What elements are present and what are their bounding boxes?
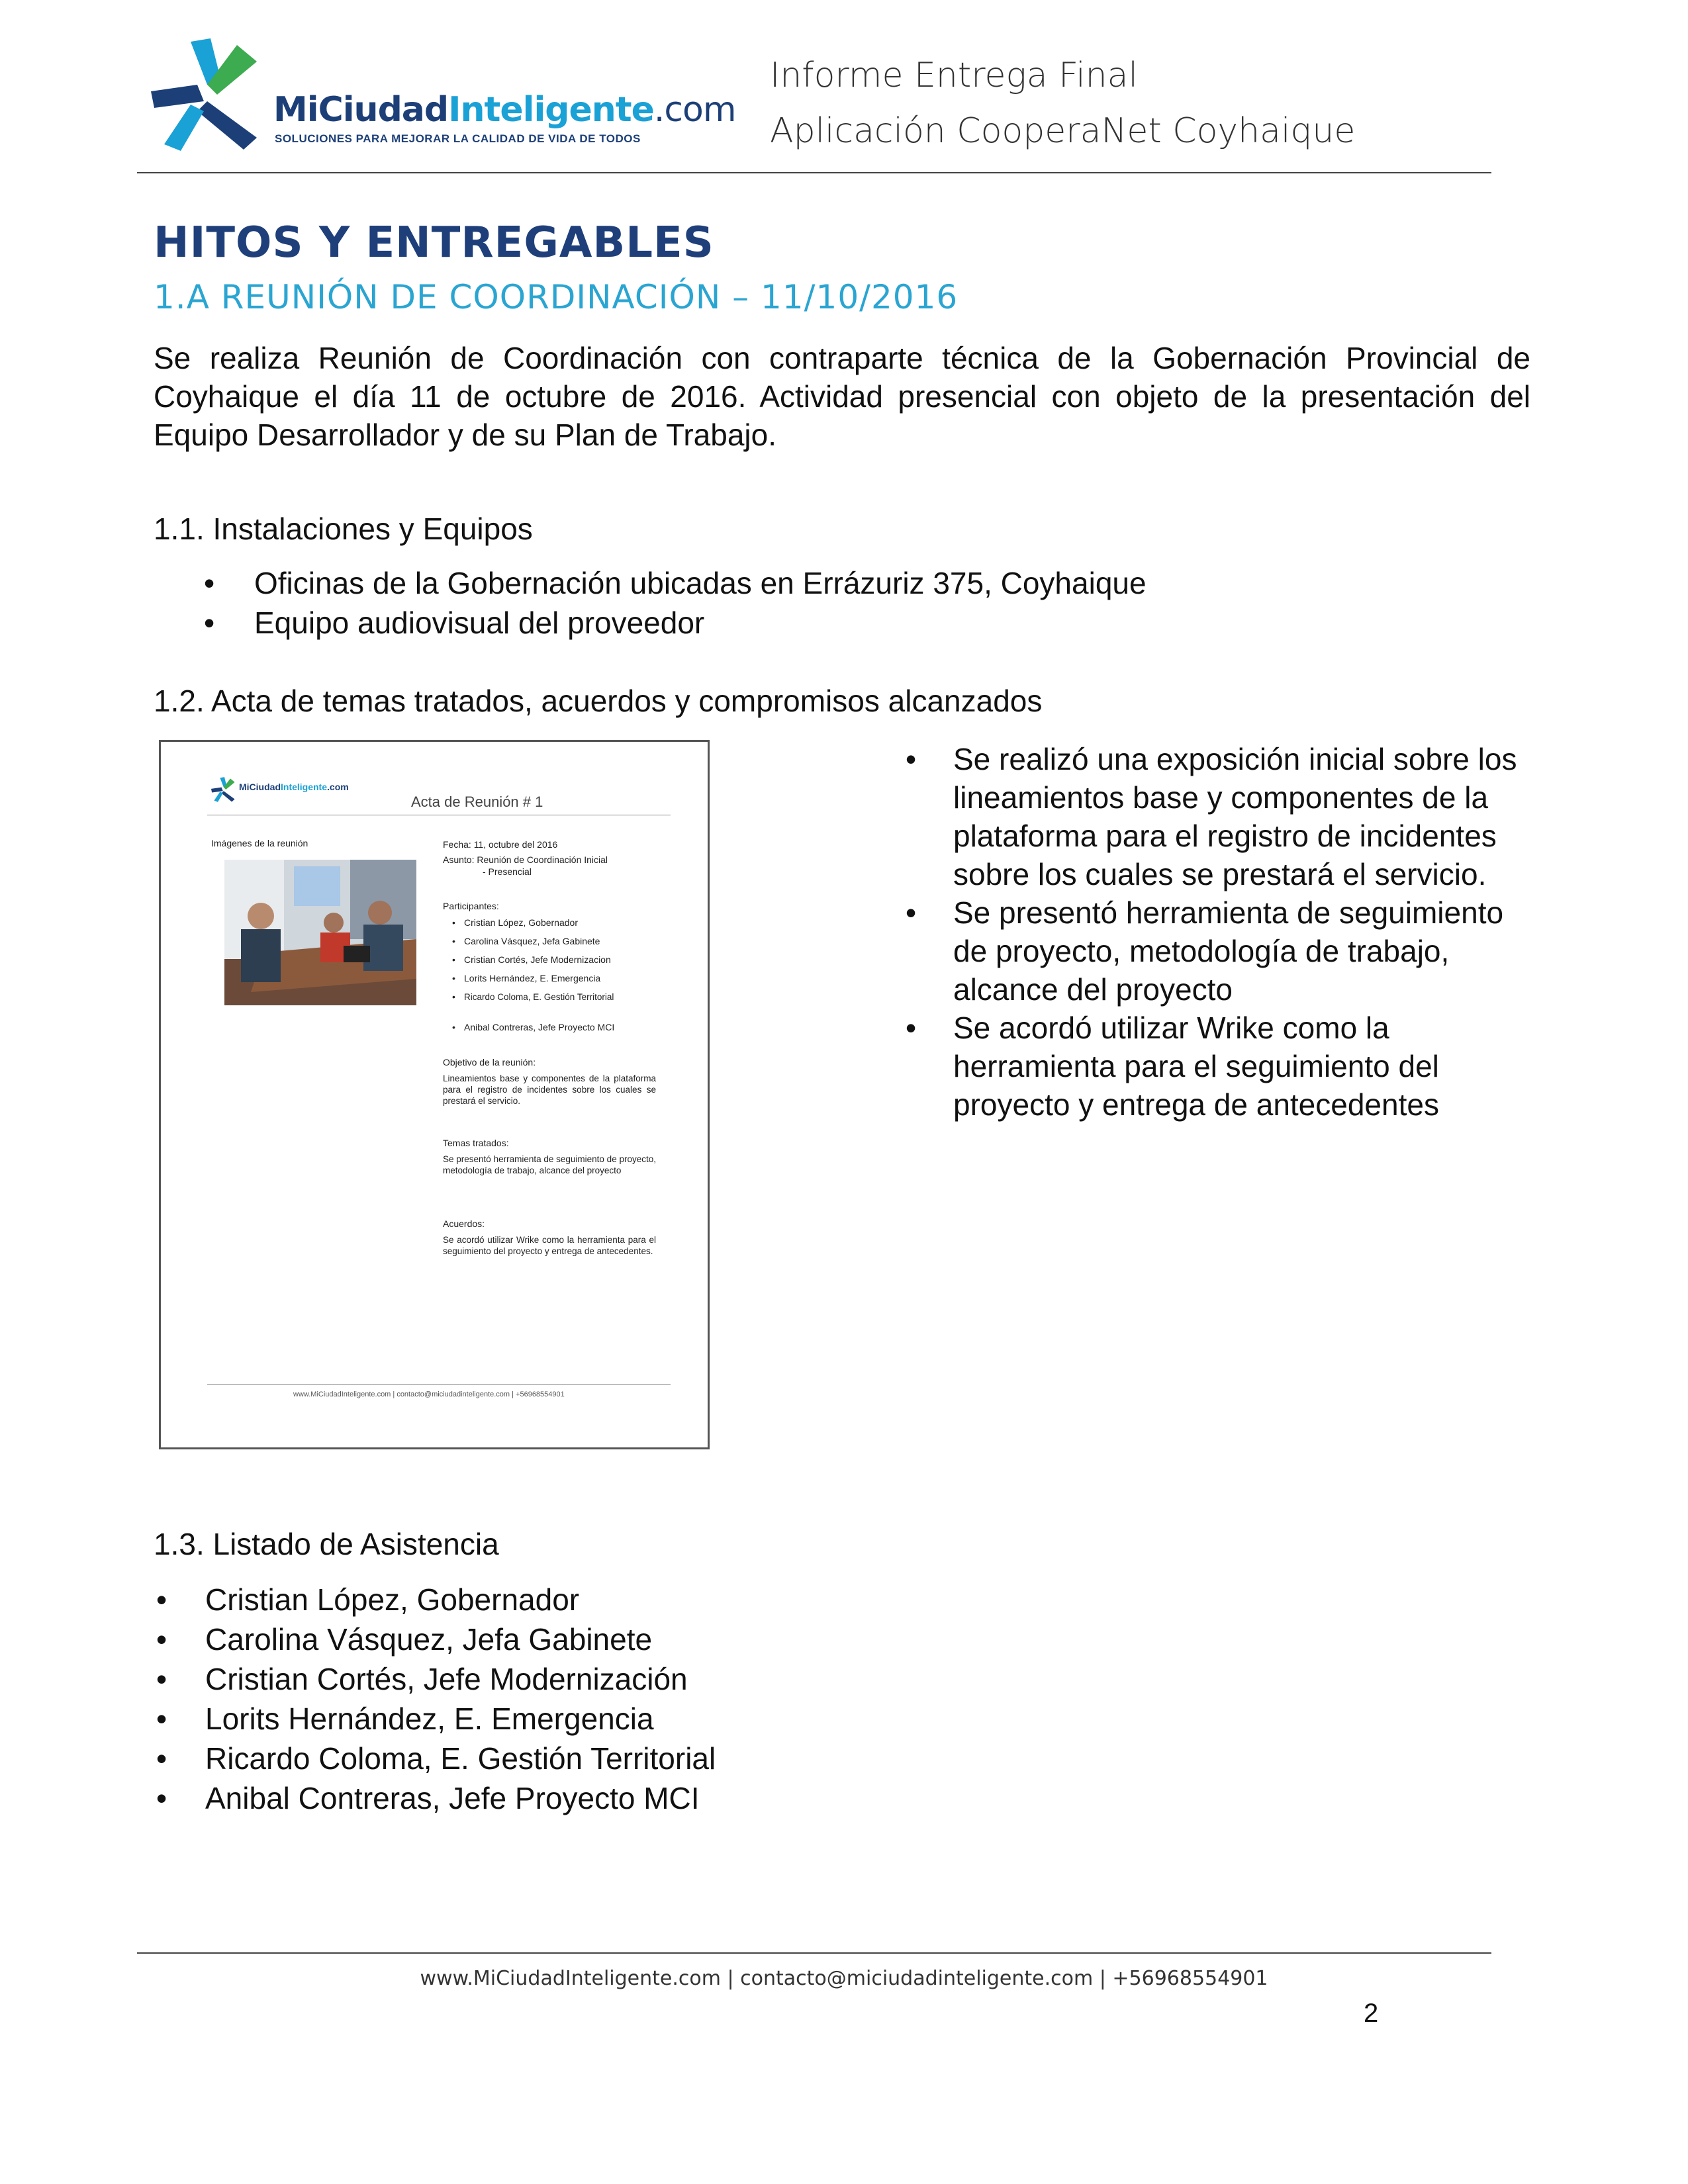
acta-document-thumbnail: [159, 740, 710, 1449]
bullet-icon: •: [156, 1582, 167, 1617]
acta-logo-icon: [211, 776, 238, 803]
acta-participante: Lorits Hernández, E. Emergencia: [464, 973, 601, 983]
acta-participantes-label: Participantes:: [443, 901, 499, 911]
bullet-icon: •: [906, 1011, 917, 1045]
company-logo: [151, 38, 736, 151]
list-item: Equipo audiovisual del proveedor: [254, 606, 705, 640]
attendee-item: Ricardo Coloma, E. Gestión Territorial: [205, 1741, 716, 1776]
milestone-heading: 1.A REUNIÓN DE COORDINACIÓN – 11/10/2016: [154, 278, 959, 316]
attendee-item: Cristian López, Gobernador: [205, 1582, 580, 1617]
section-1-3-title: 1.3. Listado de Asistencia: [154, 1527, 499, 1561]
attendee-item: Lorits Hernández, E. Emergencia: [205, 1702, 654, 1736]
section-1-2-title: 1.2. Acta de temas tratados, acuerdos y compromisos alcanzados: [154, 684, 1043, 718]
acta-asunto-modalidad: - Presencial: [483, 866, 532, 877]
acta-participante: Anibal Contreras, Jefe Proyecto MCI: [464, 1022, 615, 1032]
logo-tagline: SOLUCIONES PARA MEJORAR LA CALIDAD DE VIDA DE TODOS: [275, 132, 641, 145]
acta-asunto: Asunto: Reunión de Coordinación Inicial: [443, 854, 608, 865]
acta-fecha: Fecha: 11, octubre del 2016: [443, 839, 558, 850]
bullet-icon: •: [204, 566, 215, 600]
logo-mark-icon: [151, 38, 270, 151]
acta-logo-wordmark: MiCiudadInteligente.com: [239, 782, 349, 792]
footer-divider: [137, 1952, 1491, 1954]
acta-participante: Ricardo Coloma, E. Gestión Territorial: [464, 992, 614, 1002]
acta-images-label: Imágenes de la reunión: [211, 838, 308, 848]
bullet-icon: •: [452, 991, 455, 1002]
list-item: • Se realizó una exposición inicial sobre los lineamientos base y componentes de la plataforma para el registro de incidentes sobre los cuales se prestará el servicio.: [906, 740, 1534, 893]
acta-participante: Cristian Cortés, Jefe Modernizacion: [464, 954, 611, 965]
list-item: • Se acordó utilizar Wrike como la herramienta para el seguimiento del proyecto y entrega de antecedentes: [906, 1009, 1534, 1124]
bullet-icon: •: [452, 936, 455, 946]
acta-footer-divider: [207, 1384, 671, 1385]
acta-participante: Carolina Vásquez, Jefa Gabinete: [464, 936, 600, 946]
attendee-item: Carolina Vásquez, Jefa Gabinete: [205, 1622, 653, 1657]
bullet-icon: •: [156, 1781, 167, 1815]
header-divider: [137, 172, 1491, 173]
bullet-icon: •: [204, 606, 215, 640]
acta-temas: Se presentó herramienta de seguimiento de proyecto, metodología de trabajo, alcance del proyecto: [443, 1154, 656, 1175]
acta-acuerdos-label: Acuerdos:: [443, 1218, 485, 1229]
bullet-icon: •: [156, 1702, 167, 1736]
footer-contact: www.MiCiudadInteligente.com | contacto@miciudadinteligente.com | +56968554901: [420, 1967, 1268, 1990]
meeting-photo: [224, 860, 416, 1005]
attendee-item: Anibal Contreras, Jefe Proyecto MCI: [205, 1781, 700, 1815]
report-title: Informe Entrega Final: [770, 56, 1138, 95]
section-heading: HITOS Y ENTREGABLES: [154, 218, 714, 267]
bullet-icon: •: [156, 1662, 167, 1696]
bullet-icon: •: [906, 895, 917, 930]
list-item: • Se presentó herramienta de seguimiento de proyecto, metodología de trabajo, alcance del proyecto: [906, 893, 1534, 1009]
bullet-icon: •: [452, 917, 455, 928]
acta-objetivo-label: Objetivo de la reunión:: [443, 1057, 536, 1068]
bullet-icon: •: [156, 1622, 167, 1657]
bullet-icon: •: [156, 1741, 167, 1776]
attendee-item: Cristian Cortés, Jefe Modernización: [205, 1662, 688, 1696]
acta-participante: Cristian López, Gobernador: [464, 917, 578, 928]
app-title: Aplicación CooperaNet Coyhaique: [770, 111, 1356, 151]
logo-wordmark: MiCiudadInteligente.com: [273, 90, 736, 130]
acta-footer: www.MiCiudadInteligente.com | contacto@miciudadinteligente.com | +56968554901: [293, 1390, 565, 1398]
acta-title: Acta de Reunión # 1: [411, 794, 543, 810]
acta-summary-list: [906, 740, 1534, 1124]
page-number: 2: [1364, 1999, 1379, 2028]
acta-objetivo: Lineamientos base y componentes de la plataforma para el registro de incidentes sobre los cuales se prestará el servicio.: [443, 1073, 656, 1106]
bullet-icon: •: [452, 973, 455, 983]
bullet-icon: •: [452, 1022, 455, 1032]
list-item: Oficinas de la Gobernación ubicadas en Errázuriz 375, Coyhaique: [254, 566, 1147, 600]
bullet-icon: •: [906, 742, 917, 776]
section-1-1-title: 1.1. Instalaciones y Equipos: [154, 512, 533, 546]
bullet-icon: •: [452, 954, 455, 965]
acta-temas-label: Temas tratados:: [443, 1138, 509, 1148]
intro-paragraph: Se realiza Reunión de Coordinación con contraparte técnica de la Gobernación Provincial de Coyhaique el día 11 de octubre de 2016. Actividad presencial con objeto de la presentación del Equipo Desarrollador y de su Plan de Trabajo.: [154, 341, 1530, 452]
acta-acuerdos: Se acordó utilizar Wrike como la herramienta para el seguimiento del proyecto y entrega de antecedentes.: [443, 1235, 656, 1256]
